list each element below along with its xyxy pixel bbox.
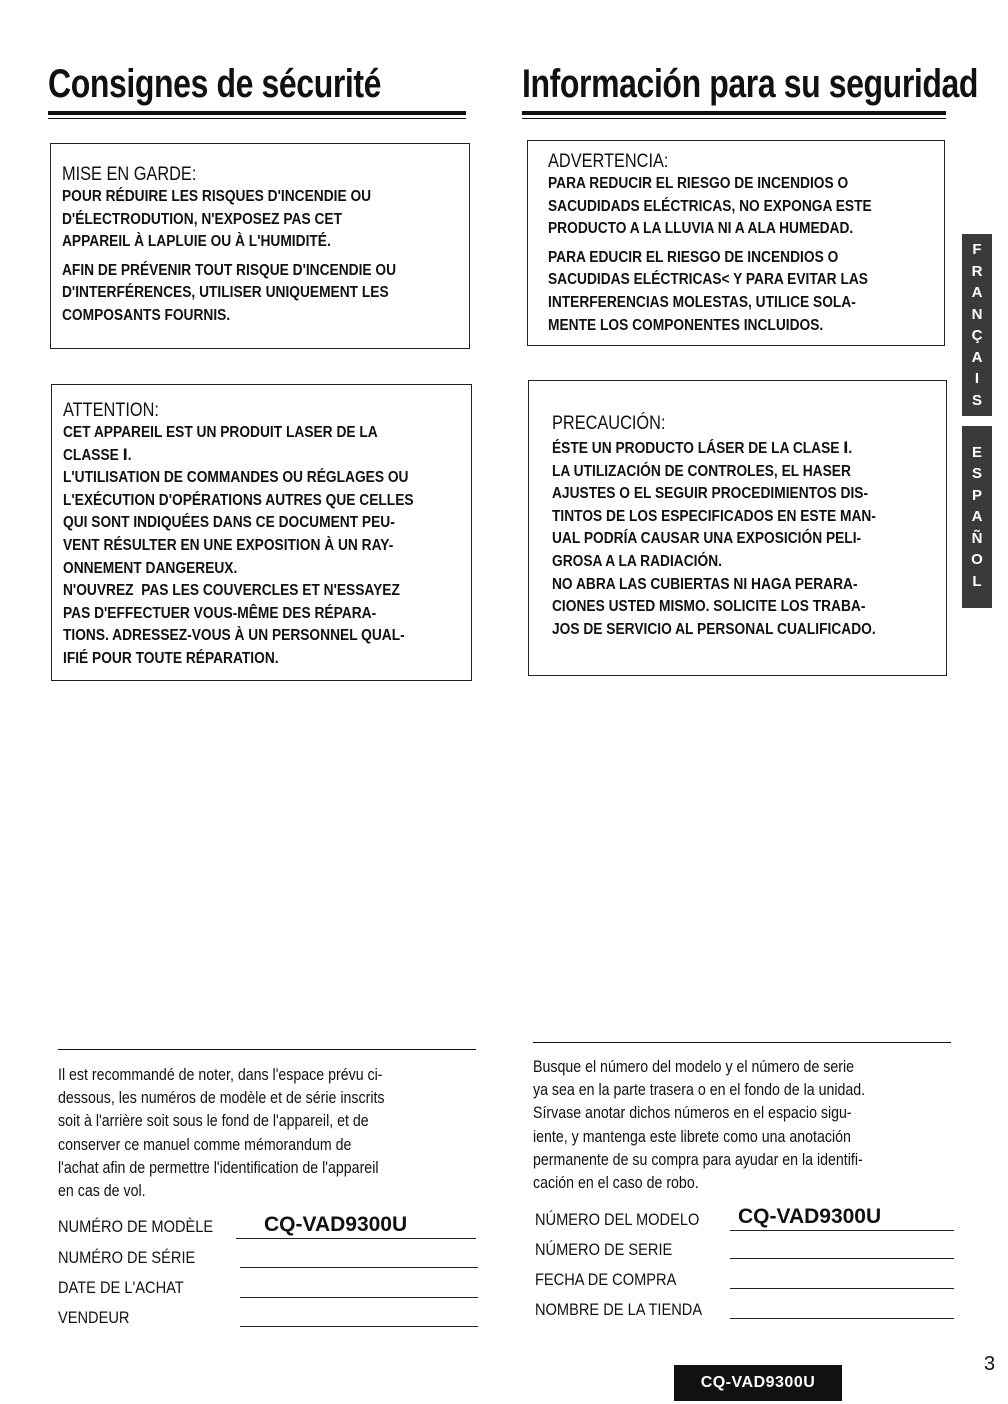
es-dealer-line[interactable] [730,1318,954,1319]
fr-warning-heading: MISE EN GARDE: [62,164,197,185]
tab-espanol-letter: Ñ [971,529,983,547]
fr-title-rule-thick [48,111,466,115]
tab-espanol-letter: P [971,486,982,504]
tab-francais-letter: Ç [971,327,983,344]
tab-espanol-letter: S [971,465,982,483]
es-date-line[interactable] [730,1288,954,1289]
es-model-label: NÚMERO DEL MODELO [535,1210,700,1229]
es-model-value: CQ-VAD9300U [738,1205,882,1228]
fr-warning-paragraph-1: POUR RÉDUIRE LES RISQUES D'INCENDIE OU D'ÉLECTRODUTION, N'EXPOSEZ PAS CET APPAREIL À LAPLUIE OU À L'HUMIDITÉ. [62,188,372,251]
tab-espanol-letter: E [971,443,982,461]
tab-espanol-letter: A [971,508,983,526]
es-caution-heading: PRECAUCIÓN: [552,413,666,434]
es-model-line [730,1230,954,1231]
fr-warning-box [50,143,470,349]
tab-francais-letter: R [971,262,983,280]
fr-date-label: DATE DE L'ACHAT [58,1278,184,1297]
tab-francais [962,234,992,416]
es-page-title: Información para su seguridad [522,62,979,106]
fr-note-rule [58,1049,476,1050]
tab-espanol [962,426,992,608]
fr-model-value: CQ-VAD9300U [264,1213,408,1236]
tab-francais-letter: N [971,305,983,323]
fr-caution-paragraph: CET APPAREIL EST UN PRODUIT LASER DE LA CLASSE Ⅰ. L'UTILISATION DE COMMANDES OU RÉGLAGES OU L'EXÉCUTION D'OPÉRATIONS AUTRES QUE CELLES QUI SONT INDIQUÉES DANS CE DOCUMENT PEU- VENT RÉSULTER EN UNE EXPOSITION À UN RAY- ONNEMENT DANGEREUX. N'OUVREZ PAS LES COUVERCLES ET N'ESSAYEZ PAS D'EFFECTUER VOUS-MÊME DES RÉPARA- TIONS. ADRESSEZ-VOUS À UN PERSONNEL QUAL- IFIÉ POUR TOUTE RÉPARATION. [63,424,414,667]
tab-espanol-letter: O [971,551,983,569]
tab-francais-letter: A [971,348,983,366]
tab-francais-letter: A [971,284,983,301]
page-number: 3 [984,1353,996,1375]
fr-page-title: Consignes de sécurité [48,62,382,106]
fr-serial-label: NUMÉRO DE SÉRIE [58,1248,196,1267]
es-date-label: FECHA DE COMPRA [535,1270,677,1289]
es-caution-box [528,380,947,676]
es-dealer-label: NOMBRE DE LA TIENDA [535,1300,703,1319]
es-note-rule [533,1042,951,1043]
es-note-text: Busque el número del modelo y el número de serie ya sea en la parte trasera o en el fondo de la unidad. Sírvase anotar dichos números en el espacio sigu- iente, y mantenga este librete como una anotación permanente de su compra para ayudar en la identifi- cación en el caso de robo. [533,1058,866,1193]
tab-francais-letter: I [974,370,980,387]
es-title-rule-thin [522,118,946,119]
fr-date-line[interactable] [240,1297,478,1298]
tab-espanol-letter: L [972,572,982,590]
fr-note-text: Il est recommandé de noter, dans l'espace prévu ci- dessous, les numéros de modèle et de série inscrits soit à l'arrière soit sous le fond de l'appareil, et de conserver ce manuel comme mémorandum de l'achat afin de permettre l'identification de l'appareil en cas de vol. [58,1066,385,1201]
es-warning-paragraph-1: PARA REDUCIR EL RIESGO DE INCENDIOS O SACUDIDADS ELÉCTRICAS, NO EXPONGA ESTE PRODUCTO A LA LLUVIA NI A ALA HUMEDAD. [548,175,872,238]
fr-caution-heading: ATTENTION: [63,400,159,421]
fr-caution-box [51,384,472,681]
es-title-rule-thick [522,111,946,115]
fr-dealer-label: VENDEUR [58,1308,130,1327]
model-badge: CQ-VAD9300U [674,1365,842,1401]
fr-serial-line[interactable] [240,1267,478,1268]
es-warning-box [527,140,945,346]
fr-model-label: NUMÉRO DE MODÈLE [58,1217,214,1236]
es-warning-paragraph-2: PARA EDUCIR EL RIESGO DE INCENDIOS O SACUDIDAS ELÉCTRICAS< Y PARA EVITAR LAS INTERFERENCIAS MOLESTAS, UTILICE SOLA- MENTE LOS COMPONENTES INCLUIDOS. [548,248,868,334]
fr-title-rule-thin [48,118,466,119]
es-serial-label: NÚMERO DE SERIE [535,1240,673,1259]
fr-dealer-line[interactable] [240,1326,478,1327]
tab-francais-letter: S [971,391,982,409]
tab-francais-letter: F [972,241,982,258]
es-caution-paragraph: ÉSTE UN PRODUCTO LÁSER DE LA CLASE Ⅰ. LA UTILIZACIÓN DE CONTROLES, EL HASER AJUSTES O EL SEGUIR PROCEDIMIENTOS DIS- TINTOS DE LOS ESPECIFICADOS EN ESTE MAN- UAL PODRÍA CAUSAR UNA EXPOSICIÓN PELI- GROSA A LA RADIACIÓN. NO ABRA LAS CUBIERTAS NI HAGA PERARA- CIONES USTED MISMO. SOLICITE LOS TRABA- JOS DE SERVICIO AL PERSONAL CUALIFICADO. [552,440,876,638]
fr-model-line [236,1238,476,1239]
fr-warning-paragraph-2: AFIN DE PRÉVENIR TOUT RISQUE D'INCENDIE OU D'INTERFÉRENCES, UTILISER UNIQUEMENT LES COMPOSANTS FOURNIS. [62,261,397,324]
es-warning-heading: ADVERTENCIA: [548,151,669,172]
es-serial-line[interactable] [730,1258,954,1259]
